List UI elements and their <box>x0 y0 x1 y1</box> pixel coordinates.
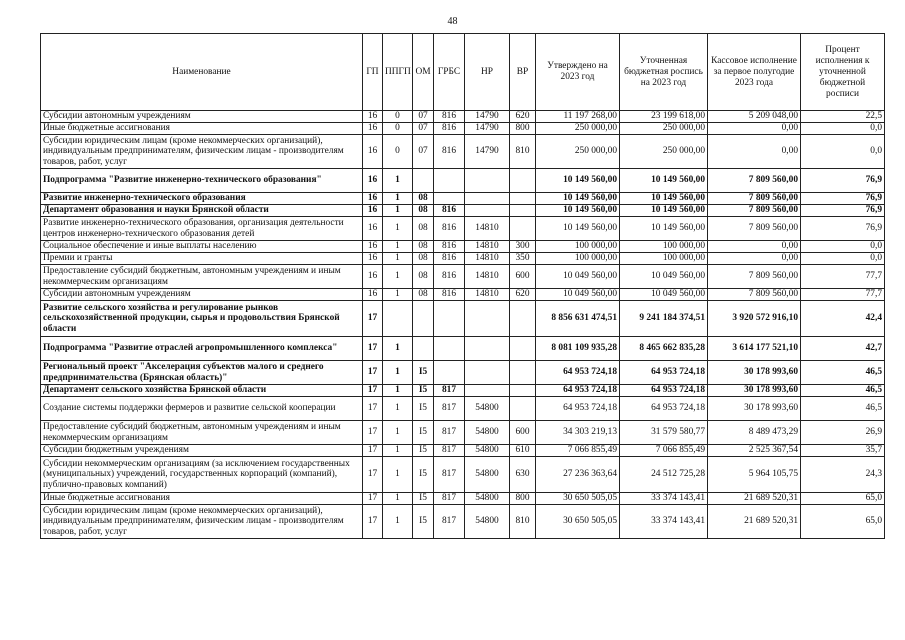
row-refined-budget: 8 465 662 835,28 <box>620 337 708 361</box>
row-approved: 11 197 268,00 <box>536 111 620 123</box>
table-row <box>41 193 885 205</box>
row-vr: 620 <box>510 289 536 301</box>
row-nr: 14790 <box>465 135 510 169</box>
row-cash-execution: 8 489 473,29 <box>708 421 801 445</box>
table-row <box>41 445 885 457</box>
row-name: Развитие инженерно-технического образования <box>41 193 363 205</box>
row-vr <box>510 205 536 217</box>
row-gp: 17 <box>363 457 383 493</box>
row-gp: 17 <box>363 361 383 385</box>
row-refined-budget: 64 953 724,18 <box>620 397 708 421</box>
row-grbs: 816 <box>434 241 465 253</box>
row-refined-budget: 10 149 560,00 <box>620 169 708 193</box>
row-percent: 46,5 <box>801 397 885 421</box>
row-ppgp: 1 <box>383 361 413 385</box>
row-grbs: 817 <box>434 397 465 421</box>
row-vr: 630 <box>510 457 536 493</box>
row-percent: 0,0 <box>801 135 885 169</box>
header-grbs: ГРБС <box>434 34 465 111</box>
row-nr: 14810 <box>465 265 510 289</box>
row-ppgp: 1 <box>383 445 413 457</box>
row-om: I5 <box>413 457 434 493</box>
row-approved: 8 856 631 474,51 <box>536 301 620 337</box>
row-om: I5 <box>413 505 434 539</box>
row-refined-budget: 9 241 184 374,51 <box>620 301 708 337</box>
table-row <box>41 505 885 539</box>
row-nr: 14790 <box>465 111 510 123</box>
row-name: Департамент сельского хозяйства Брянской области <box>41 385 363 397</box>
row-om: I5 <box>413 493 434 505</box>
row-nr: 14810 <box>465 241 510 253</box>
row-gp: 16 <box>363 169 383 193</box>
table-row <box>41 301 885 337</box>
table-row <box>41 123 885 135</box>
row-percent: 76,9 <box>801 193 885 205</box>
row-vr: 800 <box>510 493 536 505</box>
row-name: Субсидии некоммерческим организациям (за исключением государственных (муниципальных) учреждений, государственных корпораций (компаний), публично-правовых компаний) <box>41 457 363 493</box>
row-vr <box>510 337 536 361</box>
row-grbs <box>434 169 465 193</box>
header-gp: ГП <box>363 34 383 111</box>
row-approved: 250 000,00 <box>536 135 620 169</box>
header-name: Наименование <box>41 34 363 111</box>
row-grbs: 816 <box>434 205 465 217</box>
header-approved: Утверждено на 2023 год <box>536 34 620 111</box>
row-gp: 16 <box>363 289 383 301</box>
row-ppgp: 0 <box>383 135 413 169</box>
row-refined-budget: 10 049 560,00 <box>620 265 708 289</box>
row-vr: 600 <box>510 265 536 289</box>
row-gp: 16 <box>363 241 383 253</box>
row-name: Иные бюджетные ассигнования <box>41 493 363 505</box>
row-gp: 16 <box>363 111 383 123</box>
row-gp: 16 <box>363 123 383 135</box>
row-percent: 77,7 <box>801 289 885 301</box>
row-grbs: 817 <box>434 445 465 457</box>
row-approved: 30 650 505,05 <box>536 505 620 539</box>
row-nr <box>465 337 510 361</box>
row-grbs: 816 <box>434 217 465 241</box>
row-percent: 46,5 <box>801 385 885 397</box>
row-approved: 30 650 505,05 <box>536 493 620 505</box>
row-percent: 65,0 <box>801 493 885 505</box>
row-name: Субсидии автономным учреждениям <box>41 289 363 301</box>
row-refined-budget: 33 374 143,41 <box>620 505 708 539</box>
row-ppgp: 1 <box>383 385 413 397</box>
row-approved: 10 149 560,00 <box>536 169 620 193</box>
row-nr: 14810 <box>465 253 510 265</box>
row-refined-budget: 10 149 560,00 <box>620 205 708 217</box>
row-nr <box>465 301 510 337</box>
row-vr: 810 <box>510 505 536 539</box>
row-om <box>413 301 434 337</box>
table-row <box>41 169 885 193</box>
row-om: 08 <box>413 193 434 205</box>
row-refined-budget: 250 000,00 <box>620 135 708 169</box>
row-refined-budget: 23 199 618,00 <box>620 111 708 123</box>
row-om <box>413 169 434 193</box>
row-approved: 7 066 855,49 <box>536 445 620 457</box>
row-gp: 16 <box>363 135 383 169</box>
row-percent: 26,9 <box>801 421 885 445</box>
row-approved: 27 236 363,64 <box>536 457 620 493</box>
row-cash-execution: 0,00 <box>708 135 801 169</box>
row-grbs: 816 <box>434 265 465 289</box>
row-grbs: 816 <box>434 135 465 169</box>
row-vr <box>510 169 536 193</box>
budget-table <box>40 33 885 539</box>
row-nr: 14810 <box>465 289 510 301</box>
row-gp: 16 <box>363 193 383 205</box>
row-cash-execution: 5 209 048,00 <box>708 111 801 123</box>
row-ppgp: 1 <box>383 505 413 539</box>
row-vr <box>510 397 536 421</box>
table-row <box>41 111 885 123</box>
table-header-row <box>41 34 885 111</box>
row-gp: 16 <box>363 265 383 289</box>
row-ppgp: 1 <box>383 289 413 301</box>
row-name: Подпрограмма "Развитие инженерно-технического образования" <box>41 169 363 193</box>
row-gp: 16 <box>363 253 383 265</box>
row-vr: 350 <box>510 253 536 265</box>
row-cash-execution: 7 809 560,00 <box>708 205 801 217</box>
row-om: I5 <box>413 361 434 385</box>
row-cash-execution: 0,00 <box>708 253 801 265</box>
row-om: 08 <box>413 241 434 253</box>
row-grbs: 817 <box>434 421 465 445</box>
row-cash-execution: 7 809 560,00 <box>708 265 801 289</box>
row-ppgp: 1 <box>383 241 413 253</box>
header-om: ОМ <box>413 34 434 111</box>
row-approved: 64 953 724,18 <box>536 361 620 385</box>
row-om: 08 <box>413 205 434 217</box>
header-cash-execution: Кассовое исполнение за первое полугодие 2023 года <box>708 34 801 111</box>
row-vr <box>510 301 536 337</box>
table-row <box>41 397 885 421</box>
row-ppgp: 1 <box>383 397 413 421</box>
row-cash-execution: 3 920 572 916,10 <box>708 301 801 337</box>
row-percent: 42,4 <box>801 301 885 337</box>
row-cash-execution: 7 809 560,00 <box>708 169 801 193</box>
row-grbs <box>434 301 465 337</box>
row-nr <box>465 169 510 193</box>
row-approved: 10 149 560,00 <box>536 217 620 241</box>
row-om: I5 <box>413 421 434 445</box>
row-refined-budget: 7 066 855,49 <box>620 445 708 457</box>
row-vr <box>510 193 536 205</box>
row-vr: 300 <box>510 241 536 253</box>
row-percent: 77,7 <box>801 265 885 289</box>
row-gp: 16 <box>363 205 383 217</box>
table-row <box>41 337 885 361</box>
row-percent: 35,7 <box>801 445 885 457</box>
row-vr: 620 <box>510 111 536 123</box>
row-grbs: 816 <box>434 253 465 265</box>
row-cash-execution: 7 809 560,00 <box>708 217 801 241</box>
row-vr: 800 <box>510 123 536 135</box>
row-refined-budget: 250 000,00 <box>620 123 708 135</box>
row-name: Создание системы поддержки фермеров и развитие сельской кооперации <box>41 397 363 421</box>
row-grbs: 817 <box>434 457 465 493</box>
row-nr <box>465 385 510 397</box>
row-grbs: 817 <box>434 493 465 505</box>
row-om: 08 <box>413 253 434 265</box>
row-om: 07 <box>413 135 434 169</box>
row-percent: 0,0 <box>801 123 885 135</box>
row-nr: 54800 <box>465 457 510 493</box>
row-grbs: 816 <box>434 111 465 123</box>
row-cash-execution: 30 178 993,60 <box>708 361 801 385</box>
row-vr <box>510 385 536 397</box>
row-nr: 54800 <box>465 445 510 457</box>
row-name: Премии и гранты <box>41 253 363 265</box>
row-gp: 17 <box>363 397 383 421</box>
row-grbs: 817 <box>434 505 465 539</box>
header-vr: ВР <box>510 34 536 111</box>
row-name: Департамент образования и науки Брянской области <box>41 205 363 217</box>
row-name: Региональный проект "Акселерация субъектов малого и среднего предпринимательства (Брянская область)" <box>41 361 363 385</box>
row-name: Предоставление субсидий бюджетным, автономным учреждениям и иным некоммерческим организациям <box>41 421 363 445</box>
table-row <box>41 421 885 445</box>
table-row <box>41 493 885 505</box>
row-ppgp: 0 <box>383 123 413 135</box>
row-gp: 16 <box>363 217 383 241</box>
table-row <box>41 241 885 253</box>
row-ppgp: 1 <box>383 265 413 289</box>
row-ppgp: 1 <box>383 493 413 505</box>
row-vr: 610 <box>510 445 536 457</box>
row-om: 07 <box>413 123 434 135</box>
row-approved: 100 000,00 <box>536 253 620 265</box>
table-row <box>41 265 885 289</box>
row-ppgp <box>383 301 413 337</box>
header-refined-budget: Уточненная бюджетная роспись на 2023 год <box>620 34 708 111</box>
row-cash-execution: 30 178 993,60 <box>708 397 801 421</box>
row-name: Субсидии юридическим лицам (кроме некоммерческих организаций), индивидуальным предпринимателям, физическим лицам - производителям товаров, работ, услуг <box>41 135 363 169</box>
table-row <box>41 205 885 217</box>
row-om: 08 <box>413 289 434 301</box>
row-ppgp: 1 <box>383 169 413 193</box>
row-approved: 10 049 560,00 <box>536 265 620 289</box>
row-name: Предоставление субсидий бюджетным, автономным учреждениям и иным некоммерческим организациям <box>41 265 363 289</box>
row-grbs: 816 <box>434 123 465 135</box>
row-percent: 76,9 <box>801 217 885 241</box>
row-cash-execution: 0,00 <box>708 123 801 135</box>
row-percent: 0,0 <box>801 253 885 265</box>
row-nr: 14810 <box>465 217 510 241</box>
row-nr: 54800 <box>465 505 510 539</box>
row-ppgp: 1 <box>383 457 413 493</box>
row-om: I5 <box>413 445 434 457</box>
row-name: Развитие сельского хозяйства и регулирование рынков сельскохозяйственной продукции, сырья и продовольствия Брянской области <box>41 301 363 337</box>
row-approved: 250 000,00 <box>536 123 620 135</box>
row-name: Субсидии юридическим лицам (кроме некоммерческих организаций), индивидуальным предпринимателям, физическим лицам - производителям товаров, работ, услуг <box>41 505 363 539</box>
row-grbs <box>434 337 465 361</box>
row-nr: 14790 <box>465 123 510 135</box>
table-row <box>41 253 885 265</box>
row-vr: 810 <box>510 135 536 169</box>
row-gp: 17 <box>363 493 383 505</box>
row-nr <box>465 361 510 385</box>
row-ppgp: 1 <box>383 253 413 265</box>
row-gp: 17 <box>363 505 383 539</box>
row-approved: 64 953 724,18 <box>536 397 620 421</box>
table-row <box>41 361 885 385</box>
row-ppgp: 0 <box>383 111 413 123</box>
row-percent: 22,5 <box>801 111 885 123</box>
row-approved: 10 149 560,00 <box>536 193 620 205</box>
row-refined-budget: 10 149 560,00 <box>620 193 708 205</box>
row-cash-execution: 21 689 520,31 <box>708 505 801 539</box>
row-name: Подпрограмма "Развитие отраслей агропромышленного комплекса" <box>41 337 363 361</box>
row-nr: 54800 <box>465 493 510 505</box>
row-ppgp: 1 <box>383 205 413 217</box>
row-percent: 42,7 <box>801 337 885 361</box>
row-approved: 10 049 560,00 <box>536 289 620 301</box>
row-om: 07 <box>413 111 434 123</box>
row-refined-budget: 100 000,00 <box>620 241 708 253</box>
row-name: Субсидии автономным учреждениям <box>41 111 363 123</box>
table-body <box>41 111 885 539</box>
row-percent: 76,9 <box>801 205 885 217</box>
table-row <box>41 289 885 301</box>
header-percent: Процент исполнения к уточненной бюджетной росписи <box>801 34 885 111</box>
table-row <box>41 217 885 241</box>
row-refined-budget: 33 374 143,41 <box>620 493 708 505</box>
row-cash-execution: 0,00 <box>708 241 801 253</box>
row-cash-execution: 3 614 177 521,10 <box>708 337 801 361</box>
row-om: 08 <box>413 265 434 289</box>
table-row <box>41 457 885 493</box>
header-nr: НР <box>465 34 510 111</box>
row-nr: 54800 <box>465 397 510 421</box>
row-cash-execution: 5 964 105,75 <box>708 457 801 493</box>
row-gp: 17 <box>363 301 383 337</box>
row-refined-budget: 64 953 724,18 <box>620 385 708 397</box>
row-percent: 65,0 <box>801 505 885 539</box>
row-cash-execution: 2 525 367,54 <box>708 445 801 457</box>
row-approved: 10 149 560,00 <box>536 205 620 217</box>
row-cash-execution: 7 809 560,00 <box>708 289 801 301</box>
row-name: Иные бюджетные ассигнования <box>41 123 363 135</box>
row-percent: 76,9 <box>801 169 885 193</box>
row-refined-budget: 100 000,00 <box>620 253 708 265</box>
row-refined-budget: 10 149 560,00 <box>620 217 708 241</box>
row-vr <box>510 217 536 241</box>
row-om: I5 <box>413 385 434 397</box>
row-percent: 24,3 <box>801 457 885 493</box>
row-refined-budget: 64 953 724,18 <box>620 361 708 385</box>
row-om: I5 <box>413 397 434 421</box>
row-gp: 17 <box>363 421 383 445</box>
table-row <box>41 135 885 169</box>
page-number: 48 <box>447 16 458 27</box>
row-name: Развитие инженерно-технического образования, организация деятельности центров инженерно-технического образования детей <box>41 217 363 241</box>
row-cash-execution: 30 178 993,60 <box>708 385 801 397</box>
row-nr: 54800 <box>465 421 510 445</box>
row-vr: 600 <box>510 421 536 445</box>
row-nr <box>465 205 510 217</box>
row-refined-budget: 10 049 560,00 <box>620 289 708 301</box>
row-ppgp: 1 <box>383 421 413 445</box>
table-row <box>41 385 885 397</box>
row-grbs: 816 <box>434 289 465 301</box>
row-refined-budget: 31 579 580,77 <box>620 421 708 445</box>
row-grbs <box>434 193 465 205</box>
row-ppgp: 1 <box>383 337 413 361</box>
row-name: Социальное обеспечение и иные выплаты населению <box>41 241 363 253</box>
row-gp: 17 <box>363 445 383 457</box>
row-nr <box>465 193 510 205</box>
row-vr <box>510 361 536 385</box>
row-gp: 17 <box>363 385 383 397</box>
row-approved: 64 953 724,18 <box>536 385 620 397</box>
row-refined-budget: 24 512 725,28 <box>620 457 708 493</box>
row-approved: 100 000,00 <box>536 241 620 253</box>
row-grbs: 817 <box>434 385 465 397</box>
row-gp: 17 <box>363 337 383 361</box>
header-ppgp: ППГП <box>383 34 413 111</box>
row-approved: 34 303 219,13 <box>536 421 620 445</box>
row-cash-execution: 7 809 560,00 <box>708 193 801 205</box>
row-approved: 8 081 109 935,28 <box>536 337 620 361</box>
row-name: Субсидии бюджетным учреждениям <box>41 445 363 457</box>
row-percent: 46,5 <box>801 361 885 385</box>
row-ppgp: 1 <box>383 217 413 241</box>
row-percent: 0,0 <box>801 241 885 253</box>
row-om <box>413 337 434 361</box>
row-om: 08 <box>413 217 434 241</box>
row-cash-execution: 21 689 520,31 <box>708 493 801 505</box>
row-grbs <box>434 361 465 385</box>
row-ppgp: 1 <box>383 193 413 205</box>
